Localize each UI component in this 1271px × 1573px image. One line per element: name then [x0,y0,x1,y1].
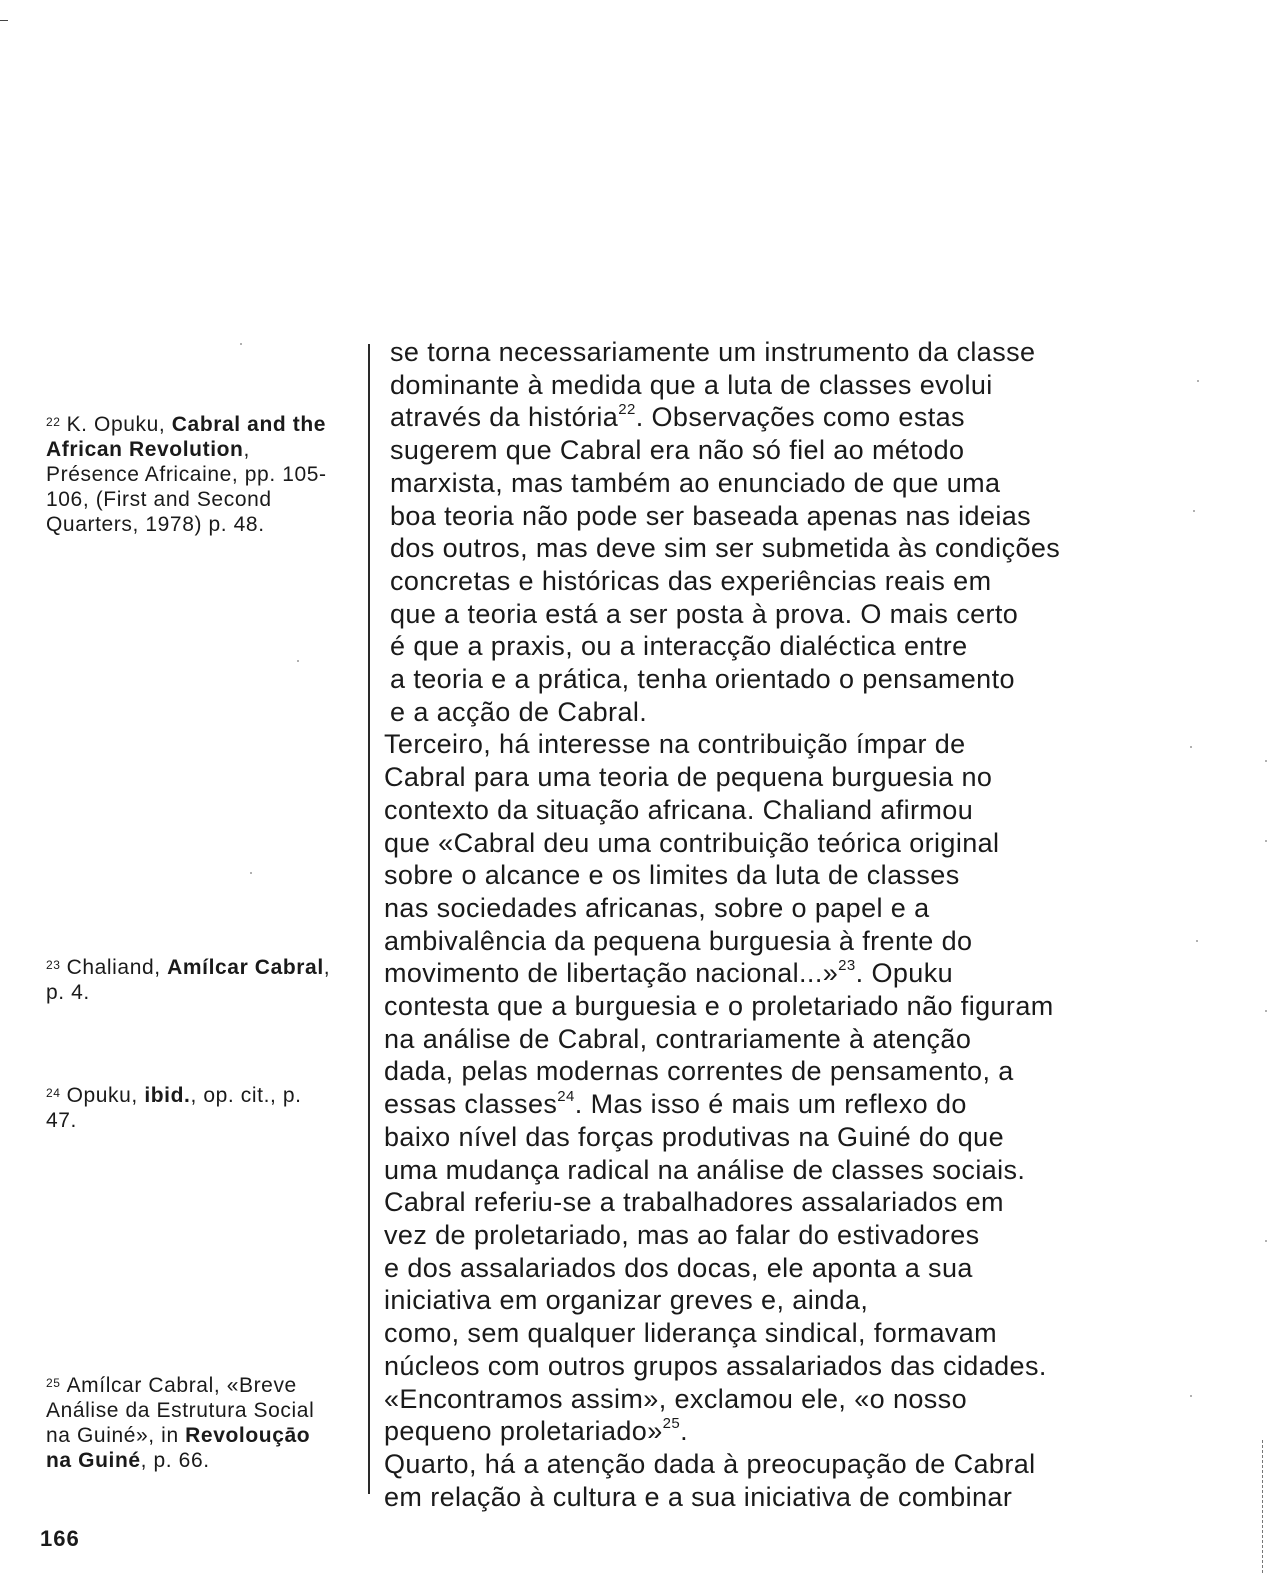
text-line-content: dominante à medida que a luta de classes evolui [390,369,993,400]
scan-speck [1190,1395,1192,1397]
text-line [384,630,1244,663]
footnote-text: Chaliand, [66,956,168,979]
scan-speck [250,872,252,874]
text-line [384,1383,1244,1416]
page-number: 166 [40,1526,80,1551]
text-line-content: contexto da situação africana. Chaliand afirmou [384,794,974,825]
text-line [384,794,1244,827]
text-line [384,336,1244,369]
text-line-continuation: . Mas isso é mais um reflexo do [574,1089,967,1120]
footnote-title: Amílcar Cabral [167,956,324,979]
text-line-content: dos outros, mas deve sim ser submetida às condições [390,533,1061,564]
footnote-title: ibid. [144,1084,191,1107]
footnote-22 [46,412,336,537]
text-line [384,663,1244,696]
text-line-content: nas sociedades africanas, sobre o papel e a [384,892,930,923]
body-text [384,336,1244,1513]
scan-speck [1190,746,1192,748]
text-line [384,827,1244,860]
scan-speck [1197,380,1199,382]
text-line [384,532,1244,565]
text-line [384,696,1244,729]
scan-speck [240,343,242,345]
text-line-content: Terceiro, há interesse na contribuição ímpar de [384,729,966,760]
scan-speck [1265,840,1267,842]
text-line-content: baixo nível das forças produtivas na Guiné do que [384,1121,1004,1152]
footnote-text: K. Opuku, [66,413,172,436]
footnote-text: , p. 4. [46,956,331,1004]
text-line-content: pequeno proletariado» [384,1416,663,1447]
text-line-content: Cabral referiu-se a trabalhadores assalariados em [384,1187,1004,1218]
text-line-content: «Encontramos assim», exclamou ele, «o nosso [384,1383,967,1414]
footnote-text: Amílcar Cabral, «Breve Análise da Estrutura Social na Guiné», in [46,1374,315,1447]
margin-scan-marks [1262,1440,1265,1573]
footnote-number: 23 [46,958,61,972]
text-line [384,369,1244,402]
text-line-content: vez de proletariado, mas ao falar do estivadores [384,1219,980,1250]
footnote-text: , Présence Africaine, pp. 105-106, (First and Second Quarters, 1978) p. 48. [46,438,327,536]
text-line-content: se torna necessariamente um instrumento da classe [390,337,1036,367]
text-line-content: Cabral para uma teoria de pequena burguesia no [384,762,993,793]
footnote-title: Cabral and the African Revolution [46,413,327,461]
text-line [384,1154,1244,1187]
text-line-content: a teoria e a prática, tenha orientado o pensamento [390,664,1015,695]
text-line [384,1317,1244,1350]
text-line [384,1219,1244,1252]
text-line-continuation: . Opuku [855,958,954,989]
text-line-content: Quarto, há a atenção dada à preocupação de Cabral [384,1448,1036,1479]
text-line-content: uma mudança radical na análise de classes sociais. [384,1154,1026,1185]
footnote-23 [46,955,336,1005]
footnote-text: , op. cit., p. 47. [46,1084,302,1132]
page-edge-mark [0,20,8,21]
text-line [384,925,1244,958]
text-line-content: iniciativa em organizar greves e, ainda, [384,1285,869,1316]
scan-speck [1265,760,1267,762]
text-line-content: na análise de Cabral, contrariamente à atenção [384,1023,972,1054]
text-line-content: núcleos com outros grupos assalariados das cidades. [384,1350,1047,1381]
text-line [384,1121,1244,1154]
text-line-content: em relação à cultura e a sua iniciativa de combinar [384,1481,1013,1512]
footnote-text: Opuku, [66,1084,145,1107]
footnote-24 [46,1083,336,1133]
footnote-number: 22 [46,415,61,429]
footnote-25 [46,1373,336,1473]
text-line [384,598,1244,631]
scan-speck [297,660,299,662]
footnote-text: , p. 66. [140,1449,210,1472]
text-line-content: concretas e históricas das experiências reais em [390,565,992,596]
footnote-reference[interactable]: 25 [662,1415,681,1433]
text-line-content: sobre o alcance e os limites da luta de classes [384,860,960,891]
text-line-content: e a acção de Cabral. [390,696,648,727]
text-line [384,957,1244,990]
text-line-content: movimento de libertação nacional...» [384,958,839,989]
text-line [384,401,1244,434]
footnote-reference[interactable]: 23 [838,957,856,975]
text-line [384,1088,1244,1121]
text-line [384,1186,1244,1219]
text-line-content: é que a praxis, ou a interacção dialéctica entre [390,631,968,662]
text-line [384,859,1244,892]
text-line [384,1284,1244,1317]
text-line [384,1448,1244,1481]
text-line-content: contesta que a burguesia e o proletariado não figuram [384,991,1054,1022]
text-line-content: e dos assalariados dos docas, ele aponta a sua [384,1252,973,1283]
text-line [384,728,1244,761]
text-line-content: que a teoria está a ser posta à prova. O mais certo [390,598,1019,629]
column-rule [368,344,370,1494]
text-line [384,1350,1244,1383]
footnote-number: 25 [46,1376,61,1390]
text-line-content: essas classes [384,1089,558,1120]
text-line [384,565,1244,598]
text-line-continuation: . [680,1416,689,1447]
text-line [384,1023,1244,1056]
text-line [384,892,1244,925]
text-line [384,1055,1244,1088]
footnote-number: 24 [46,1086,61,1100]
scan-speck [1196,940,1198,942]
text-line [384,761,1244,794]
text-line [384,467,1244,500]
text-line [384,1481,1244,1514]
text-line-content: boa teoria não pode ser baseada apenas nas ideias [390,500,1032,531]
text-line-content: dada, pelas modernas correntes de pensamento, a [384,1056,1014,1087]
text-line [384,1252,1244,1285]
text-line-content: sugerem que Cabral era não só fiel ao método [390,435,965,466]
footnote-title: Revolouçāo na Guiné [46,1424,311,1472]
text-line [384,990,1244,1023]
scan-speck [1265,1240,1267,1242]
text-line-content: através da história [390,402,619,433]
text-line [384,500,1244,533]
text-line [384,1415,1244,1448]
text-line-content: que «Cabral deu uma contribuição teórica original [384,827,1000,858]
text-line-continuation: . Observações como estas [635,402,965,433]
footnote-reference[interactable]: 24 [557,1088,575,1106]
scan-speck [1265,1010,1267,1012]
text-line [384,434,1244,467]
text-line-content: como, sem qualquer liderança sindical, formavam [384,1318,998,1349]
text-line-content: marxista, mas também ao enunciado de que uma [390,467,1001,498]
footnote-reference[interactable]: 22 [618,401,636,419]
scan-speck [1193,510,1195,512]
text-line-content: ambivalência da pequena burguesia à frente do [384,925,973,956]
